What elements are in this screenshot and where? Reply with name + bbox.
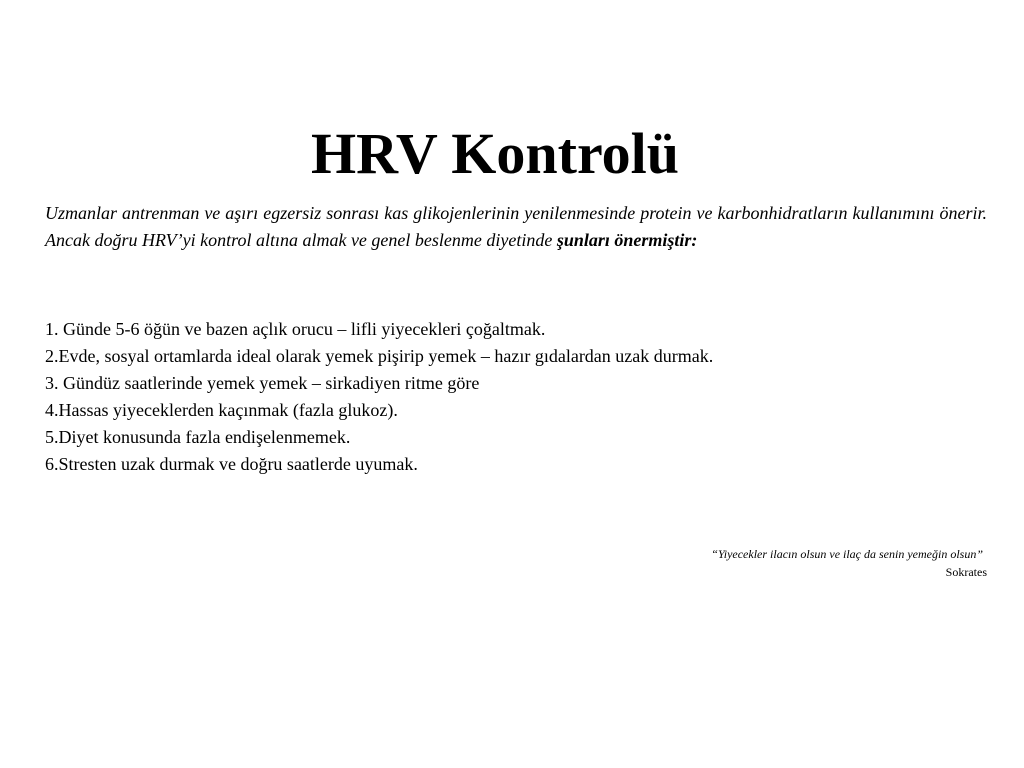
intro-paragraph	[45, 200, 987, 254]
list-item: 3. Gündüz saatlerinde yemek yemek – sirkadiyen ritme göre	[45, 373, 480, 393]
slide-title: HRV Kontrolü	[310, 121, 680, 186]
list-item: 4.Hassas yiyeceklerden kaçınmak (fazla glukoz).	[45, 400, 398, 420]
list-item: 5.Diyet konusunda fazla endişelenmemek.	[45, 427, 351, 447]
list-item: 2.Evde, sosyal ortamlarda ideal olarak yemek pişirip yemek – hazır gıdalardan uzak durmak.	[45, 346, 714, 366]
quote-text: “Yiyecekler ilacın olsun ve ilaç da senin yemeğin olsun”	[711, 547, 983, 561]
list-item: 1. Günde 5-6 öğün ve bazen açlık orucu – lifli yiyecekleri çoğaltmak.	[45, 319, 546, 339]
quote-block	[711, 545, 987, 581]
recommendation-list	[45, 316, 987, 478]
list-item: 6.Stresten uzak durmak ve doğru saatlerde uyumak.	[45, 454, 418, 474]
intro-text: Uzmanlar antrenman ve aşırı egzersiz sonrası kas glikojenlerinin yenilenmesinde protein ve karbonhidratların kullanımını önerir. Ancak doğru HRV’yi kontrol altına almak ve genel beslenme diyetinde	[45, 203, 987, 250]
intro-emphasis: şunları önermiştir:	[556, 230, 698, 250]
quote-author: Sokrates	[945, 565, 987, 579]
